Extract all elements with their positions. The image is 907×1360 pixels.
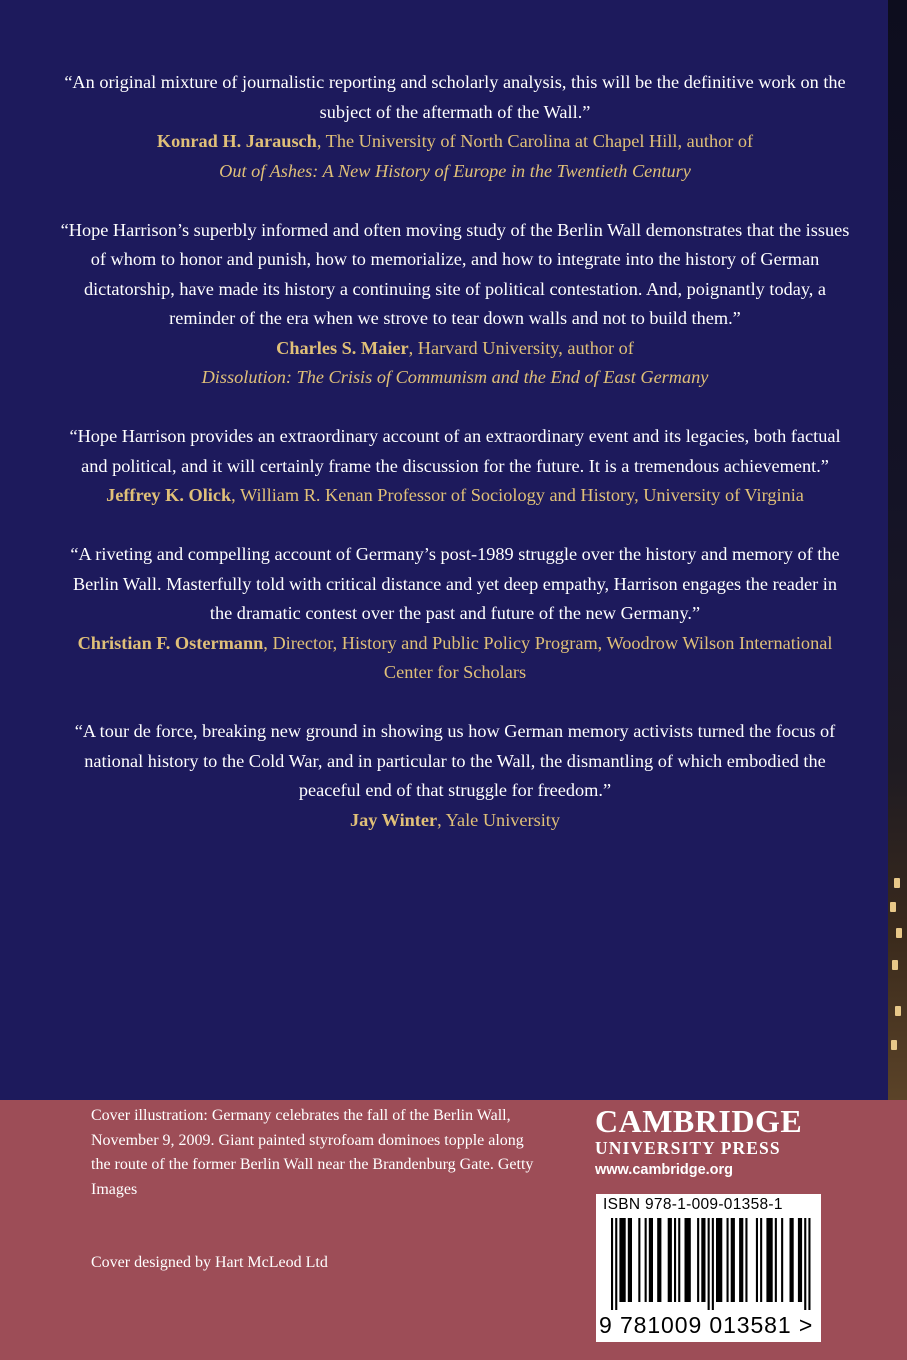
barcode-bar	[731, 1218, 735, 1302]
barcode-bar	[739, 1218, 743, 1302]
barcode-bars	[603, 1218, 815, 1310]
barcode-bar	[790, 1218, 794, 1302]
barcode-bar	[657, 1218, 661, 1302]
barcode-bar	[638, 1218, 640, 1302]
barcode-digits: 9 781009 013581 >	[599, 1312, 814, 1338]
endorser-name: Jay Winter	[349, 809, 438, 830]
endorsement-attribution	[60, 629, 850, 688]
endorser-affiliation: , William R. Kenan Professor of Sociology and History, University of Virginia	[231, 485, 804, 505]
barcode-bar	[619, 1218, 625, 1302]
endorsement	[60, 717, 850, 835]
barcode-bar	[615, 1218, 617, 1310]
publisher-press-label: UNIVERSITY PRESS	[595, 1138, 781, 1158]
barcode-bar	[708, 1218, 710, 1310]
endorser-name: Charles S. Maier	[276, 337, 409, 358]
barcode-bar	[645, 1218, 647, 1302]
barcode-bar	[611, 1218, 613, 1310]
window-light	[890, 902, 896, 912]
endorsement	[60, 540, 850, 688]
endorsement-quote: “A riveting and compelling account of Germany’s post-1989 struggle over the history and memory of the Berlin Wall. Masterfully told with critical distance and yet deep empathy, Harrison engages the reader in the dramatic contest over the past and future of the new Germany.”	[70, 544, 840, 623]
endorsement	[60, 216, 850, 393]
cover-designer-credit: Cover designed by Hart McLeod Ltd	[91, 1254, 328, 1271]
publisher-website: www.cambridge.org	[595, 1162, 734, 1178]
window-light	[894, 878, 900, 888]
endorser-book-title: Out of Ashes: A New History of Europe in the Twentieth Century	[219, 160, 691, 181]
barcode-bar	[804, 1218, 806, 1310]
barcode-bar	[678, 1218, 680, 1302]
barcode-bar	[716, 1218, 722, 1302]
endorsement	[60, 422, 850, 511]
barcode-bar	[808, 1218, 810, 1310]
isbn-barcode	[596, 1194, 821, 1342]
barcode-bar	[668, 1218, 672, 1302]
barcode-bar	[712, 1218, 714, 1310]
endorser-affiliation: , Director, History and Public Policy Program, Woodrow Wilson International Center for Scholars	[263, 632, 833, 682]
barcode-bar	[649, 1218, 653, 1302]
endorser-name: Jeffrey K. Olick	[106, 485, 232, 505]
barcode-bar	[727, 1218, 729, 1302]
endorsement-quote: “An original mixture of journalistic reporting and scholarly analysis, this will be the definitive work on the subject of the aftermath of the Wall.”	[64, 72, 846, 122]
publisher-name: CAMBRIDGE	[595, 1103, 803, 1139]
endorsement-quote: “Hope Harrison provides an extraordinary account of an extraordinary event and its legacies, both factual and political, and it will certainly frame the discussion for the future. It is a tremendous achievement.”	[69, 426, 841, 476]
barcode-bar	[756, 1218, 758, 1302]
cover-illustration-credit: Cover illustration: Germany celebrates the fall of the Berlin Wall, November 9, 2009. Giant painted styrofoam dominoes topple along the route of the former Berlin Wall near the Brandenburg Gate. Getty Images	[91, 1107, 534, 1198]
endorsement-attribution	[60, 334, 850, 393]
endorsement	[60, 68, 850, 186]
isbn-number: ISBN 978-1-009-01358-1	[603, 1196, 783, 1213]
barcode-bar	[628, 1218, 632, 1302]
endorsement-attribution	[60, 806, 850, 836]
barcode-bar	[685, 1218, 691, 1302]
barcode-bar	[701, 1218, 705, 1302]
barcode-bar	[798, 1218, 802, 1302]
barcode-bar	[745, 1218, 747, 1302]
window-light	[896, 928, 902, 938]
publisher-logo	[595, 1104, 835, 1181]
window-light	[891, 1040, 897, 1050]
endorser-name: Christian F. Ostermann	[77, 632, 264, 653]
barcode-bar	[760, 1218, 762, 1302]
window-light	[895, 1006, 901, 1016]
endorser-name: Konrad H. Jarausch	[156, 131, 317, 151]
endorsement-quote: “A tour de force, breaking new ground in showing us how German memory activists turned the focus of national history to the Cold War, and in particular to the Wall, the dismantling of which embodied the peaceful end of that struggle for freedom.”	[74, 721, 836, 800]
endorsement-list	[60, 68, 850, 865]
endorsement-quote: “Hope Harrison’s superbly informed and often moving study of the Berlin Wall demonstrates that the issues of whom to honor and punish, how to memorialize, and how to integrate into the history of German dictatorship, have made its history a continuing site of political contestation. And, poignantly today, a reminder of the era when we strove to tear down walls and not to build them.”	[60, 219, 850, 328]
barcode-bar	[697, 1218, 699, 1302]
night-photo-edge-strip	[888, 0, 907, 1100]
window-light	[892, 960, 898, 970]
barcode-bar	[781, 1218, 783, 1302]
endorser-book-title: Dissolution: The Crisis of Communism and the End of East Germany	[201, 367, 709, 387]
endorsement-attribution	[60, 481, 850, 511]
barcode-bar	[766, 1218, 772, 1302]
endorsement-attribution	[60, 127, 850, 186]
endorser-affiliation: , The University of North Carolina at Chapel Hill, author of	[316, 131, 754, 151]
barcode-bar	[674, 1218, 676, 1302]
endorser-affiliation: , Yale University	[437, 809, 561, 830]
barcode-bar	[775, 1218, 777, 1302]
endorser-affiliation: , Harvard University, author of	[408, 337, 634, 358]
